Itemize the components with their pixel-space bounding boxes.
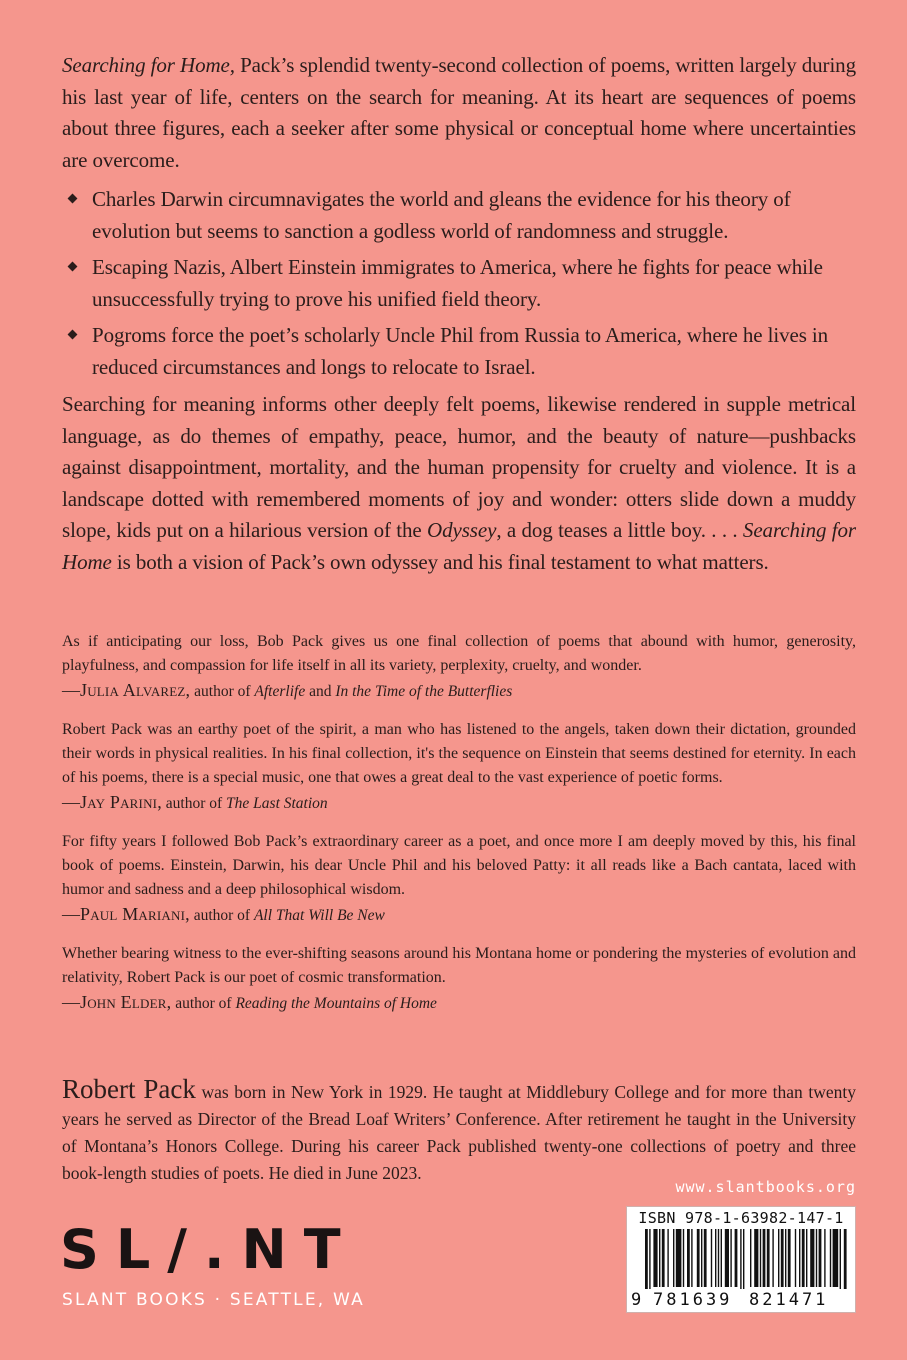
barcode-bar (763, 1229, 766, 1287)
barcode-bar (653, 1229, 657, 1287)
barcode-bar (667, 1229, 668, 1287)
barcode-bar (810, 1229, 814, 1287)
blurb-intro-text: Pack’s splendid twenty-second collection of poems, written largely during his last year of life, centers on the search for meaning. At its heart are sequences of poems about three figures, each a seeker after some physical or conceptual home where uncertainties are overcome. (62, 53, 856, 172)
blurb-paragraph-2 (62, 389, 856, 578)
endorsement-text: Robert Pack was an earthy poet of the spirit, a man who has listened to the angels, taken down their dictation, grounded their words in physical realities. In his final collection, it's the sequence on Einstein that seems destined for eternity. In each of his poems, there is a special music, one that owes a great deal to the vast experience of poetic forms. (62, 721, 856, 786)
endorsement-attribution (62, 990, 856, 1016)
barcode-bar (645, 1229, 648, 1289)
endorsement-attribution (62, 790, 856, 816)
barcode-bar (833, 1229, 839, 1287)
blurb-bullets (62, 184, 856, 383)
endorser-name: Paul Mariani, (80, 904, 190, 924)
barcode-bar (704, 1229, 707, 1287)
barcode-bar (750, 1229, 751, 1287)
barcode-bar (824, 1229, 825, 1287)
endorser-name: John Elder, (80, 992, 172, 1012)
endorsement (62, 830, 856, 928)
barcode-bar (659, 1229, 660, 1287)
publisher-location: SLANT BOOKS · SEATTLE, WA (62, 1290, 365, 1310)
bio-text: was born in New York in 1929. He taught at Middlebury College and for more than twenty years he served as Director of the Bread Loaf Writers’ Conference. After retirement he taught in the University of Montana’s Honors College. During his career Pack published twenty-one collections of poetry and three book-length studies of poets. He died in June 2023. (62, 1082, 856, 1183)
barcode-bars (631, 1229, 851, 1289)
barcode-bar (799, 1229, 800, 1287)
blurb-intro (62, 50, 856, 176)
barcode-bar (740, 1229, 741, 1289)
bullet-text: Pogroms force the poet’s scholarly Uncle Phil from Russia to America, where he lives in reduced circumstances and longs to relocate to Israel. (92, 323, 829, 379)
barcode-bar (718, 1229, 719, 1287)
website-url: www.slantbooks.org (675, 1178, 856, 1196)
barcode-bar (778, 1229, 779, 1287)
blurb-intro-title: Searching for Home, (62, 53, 235, 77)
attr-text: author of (171, 995, 236, 1012)
endorsement (62, 718, 856, 816)
blurb (62, 50, 856, 578)
barcode-bar (788, 1229, 791, 1287)
bullet-item (92, 184, 856, 247)
barcode-bar (711, 1229, 712, 1287)
barcode-bar (691, 1229, 692, 1287)
barcode-bar (735, 1229, 738, 1287)
publisher-logo: SL/.NT (60, 1218, 358, 1281)
attr-text: author of (190, 683, 255, 700)
barcode-bar (844, 1229, 847, 1289)
attr-text: author of (189, 907, 254, 924)
blurb-italic: Searching for Home (62, 518, 856, 574)
attr-text: and (305, 683, 336, 700)
barcode-bar (725, 1229, 729, 1287)
endorsement (62, 942, 856, 1016)
barcode-bar (840, 1229, 841, 1289)
dash: — (62, 904, 80, 924)
barcode-digit-group: 821471 (749, 1290, 829, 1310)
barcode-bar (721, 1229, 722, 1287)
barcode-bar (760, 1229, 761, 1287)
barcode-bar (730, 1229, 731, 1287)
blurb-text: is both a vision of Pack’s own odyssey and his final testament to what matters. (111, 549, 769, 574)
dash: — (62, 680, 80, 700)
author-bio (62, 1076, 856, 1187)
barcode-bar (715, 1229, 716, 1287)
barcode-bar (772, 1229, 773, 1287)
diamond-bullet-icon (68, 262, 78, 272)
barcode-bar (795, 1229, 796, 1287)
barcode-bar (767, 1229, 770, 1287)
blurb-text: Searching for meaning informs other deeply felt poems, likewise rendered in supple metrical language, as do themes of empathy, peace, humor, and the beauty of nature—pushbacks against disappointment, mortality, and the human propensity for cruelty and violence. It is a landscape dotted with remembered moments of joy and wonder: otters slide down a muddy slope, kids put on a hilarious version of the (62, 392, 856, 542)
barcode-bar (676, 1229, 682, 1287)
endorsement-text: For fifty years I followed Bob Pack’s extraordinary career as a poet, and once more I am deeply moved by this, his final book of poems. Einstein, Darwin, his dear Uncle Phil and his beloved Patty: it all reads like a Bach cantata, laced with humor and sadness and a deep philosophical wisdom. (62, 833, 856, 898)
endorsements (62, 630, 856, 1030)
barcode-bar (806, 1229, 807, 1287)
bullet-item (92, 252, 856, 315)
endorsement (62, 630, 856, 704)
barcode-bar (830, 1229, 831, 1287)
bullet-text: Escaping Nazis, Albert Einstein immigrates to America, where he fights for peace while unsuccessfully trying to prove his unified field theory. (92, 255, 823, 311)
barcode-bar (649, 1229, 650, 1289)
barcode-bar (662, 1229, 665, 1287)
work-title: In the Time of the Butterflies (335, 683, 513, 700)
dash: — (62, 992, 80, 1012)
work-title: The Last Station (226, 795, 328, 812)
diamond-bullet-icon (68, 194, 78, 204)
isbn-barcode (626, 1206, 856, 1313)
barcode-bar (785, 1229, 786, 1287)
dash: — (62, 792, 80, 812)
endorser-name: Jay Parini, (80, 792, 162, 812)
endorser-name: Julia Alvarez, (80, 680, 191, 700)
work-title: All That Will Be New (253, 907, 385, 924)
barcode-bar (687, 1229, 690, 1287)
endorsement-attribution (62, 902, 856, 928)
barcode-bar (701, 1229, 702, 1287)
work-title: Afterlife (254, 683, 306, 700)
endorsement-text: As if anticipating our loss, Bob Pack gives us one final collection of poems that abound with humor, generosity, playfulness, and compassion for life itself in all its variety, perplexity, cruelty, and wonder. (62, 633, 856, 674)
attr-text: author of (161, 795, 227, 812)
blurb-text: , a dog teases a little boy. . . . (496, 518, 743, 542)
barcode-bar (781, 1229, 784, 1287)
barcode-bar (816, 1229, 817, 1287)
blurb-italic: Odyssey (427, 518, 497, 542)
endorsement-attribution (62, 678, 856, 704)
barcode-bar (683, 1229, 684, 1287)
barcode-bar (802, 1229, 805, 1287)
endorsement-text: Whether bearing witness to the ever-shifting seasons around his Montana home or pondering the mysteries of evolution and relativity, Robert Pack is our poet of cosmic transformation. (62, 945, 856, 986)
barcode-digit-group: 781639 (653, 1290, 733, 1310)
isbn-label: ISBN 978-1-63982-147-1 (638, 1209, 844, 1227)
barcode-bar (754, 1229, 758, 1287)
barcode-bar (819, 1229, 822, 1287)
author-name: Robert Pack (62, 1074, 196, 1104)
work-title: Reading the Mountains of Home (235, 995, 437, 1012)
barcode-digit-first: 9 (631, 1290, 642, 1310)
barcode-bar (673, 1229, 674, 1287)
barcode-bar (743, 1229, 744, 1289)
diamond-bullet-icon (68, 330, 78, 340)
barcode-bar (697, 1229, 700, 1287)
bullet-text: Charles Darwin circumnavigates the world and gleans the evidence for his theory of evolution but seems to sanction a godless world of randomness and struggle. (92, 187, 791, 243)
bullet-item (92, 320, 856, 383)
